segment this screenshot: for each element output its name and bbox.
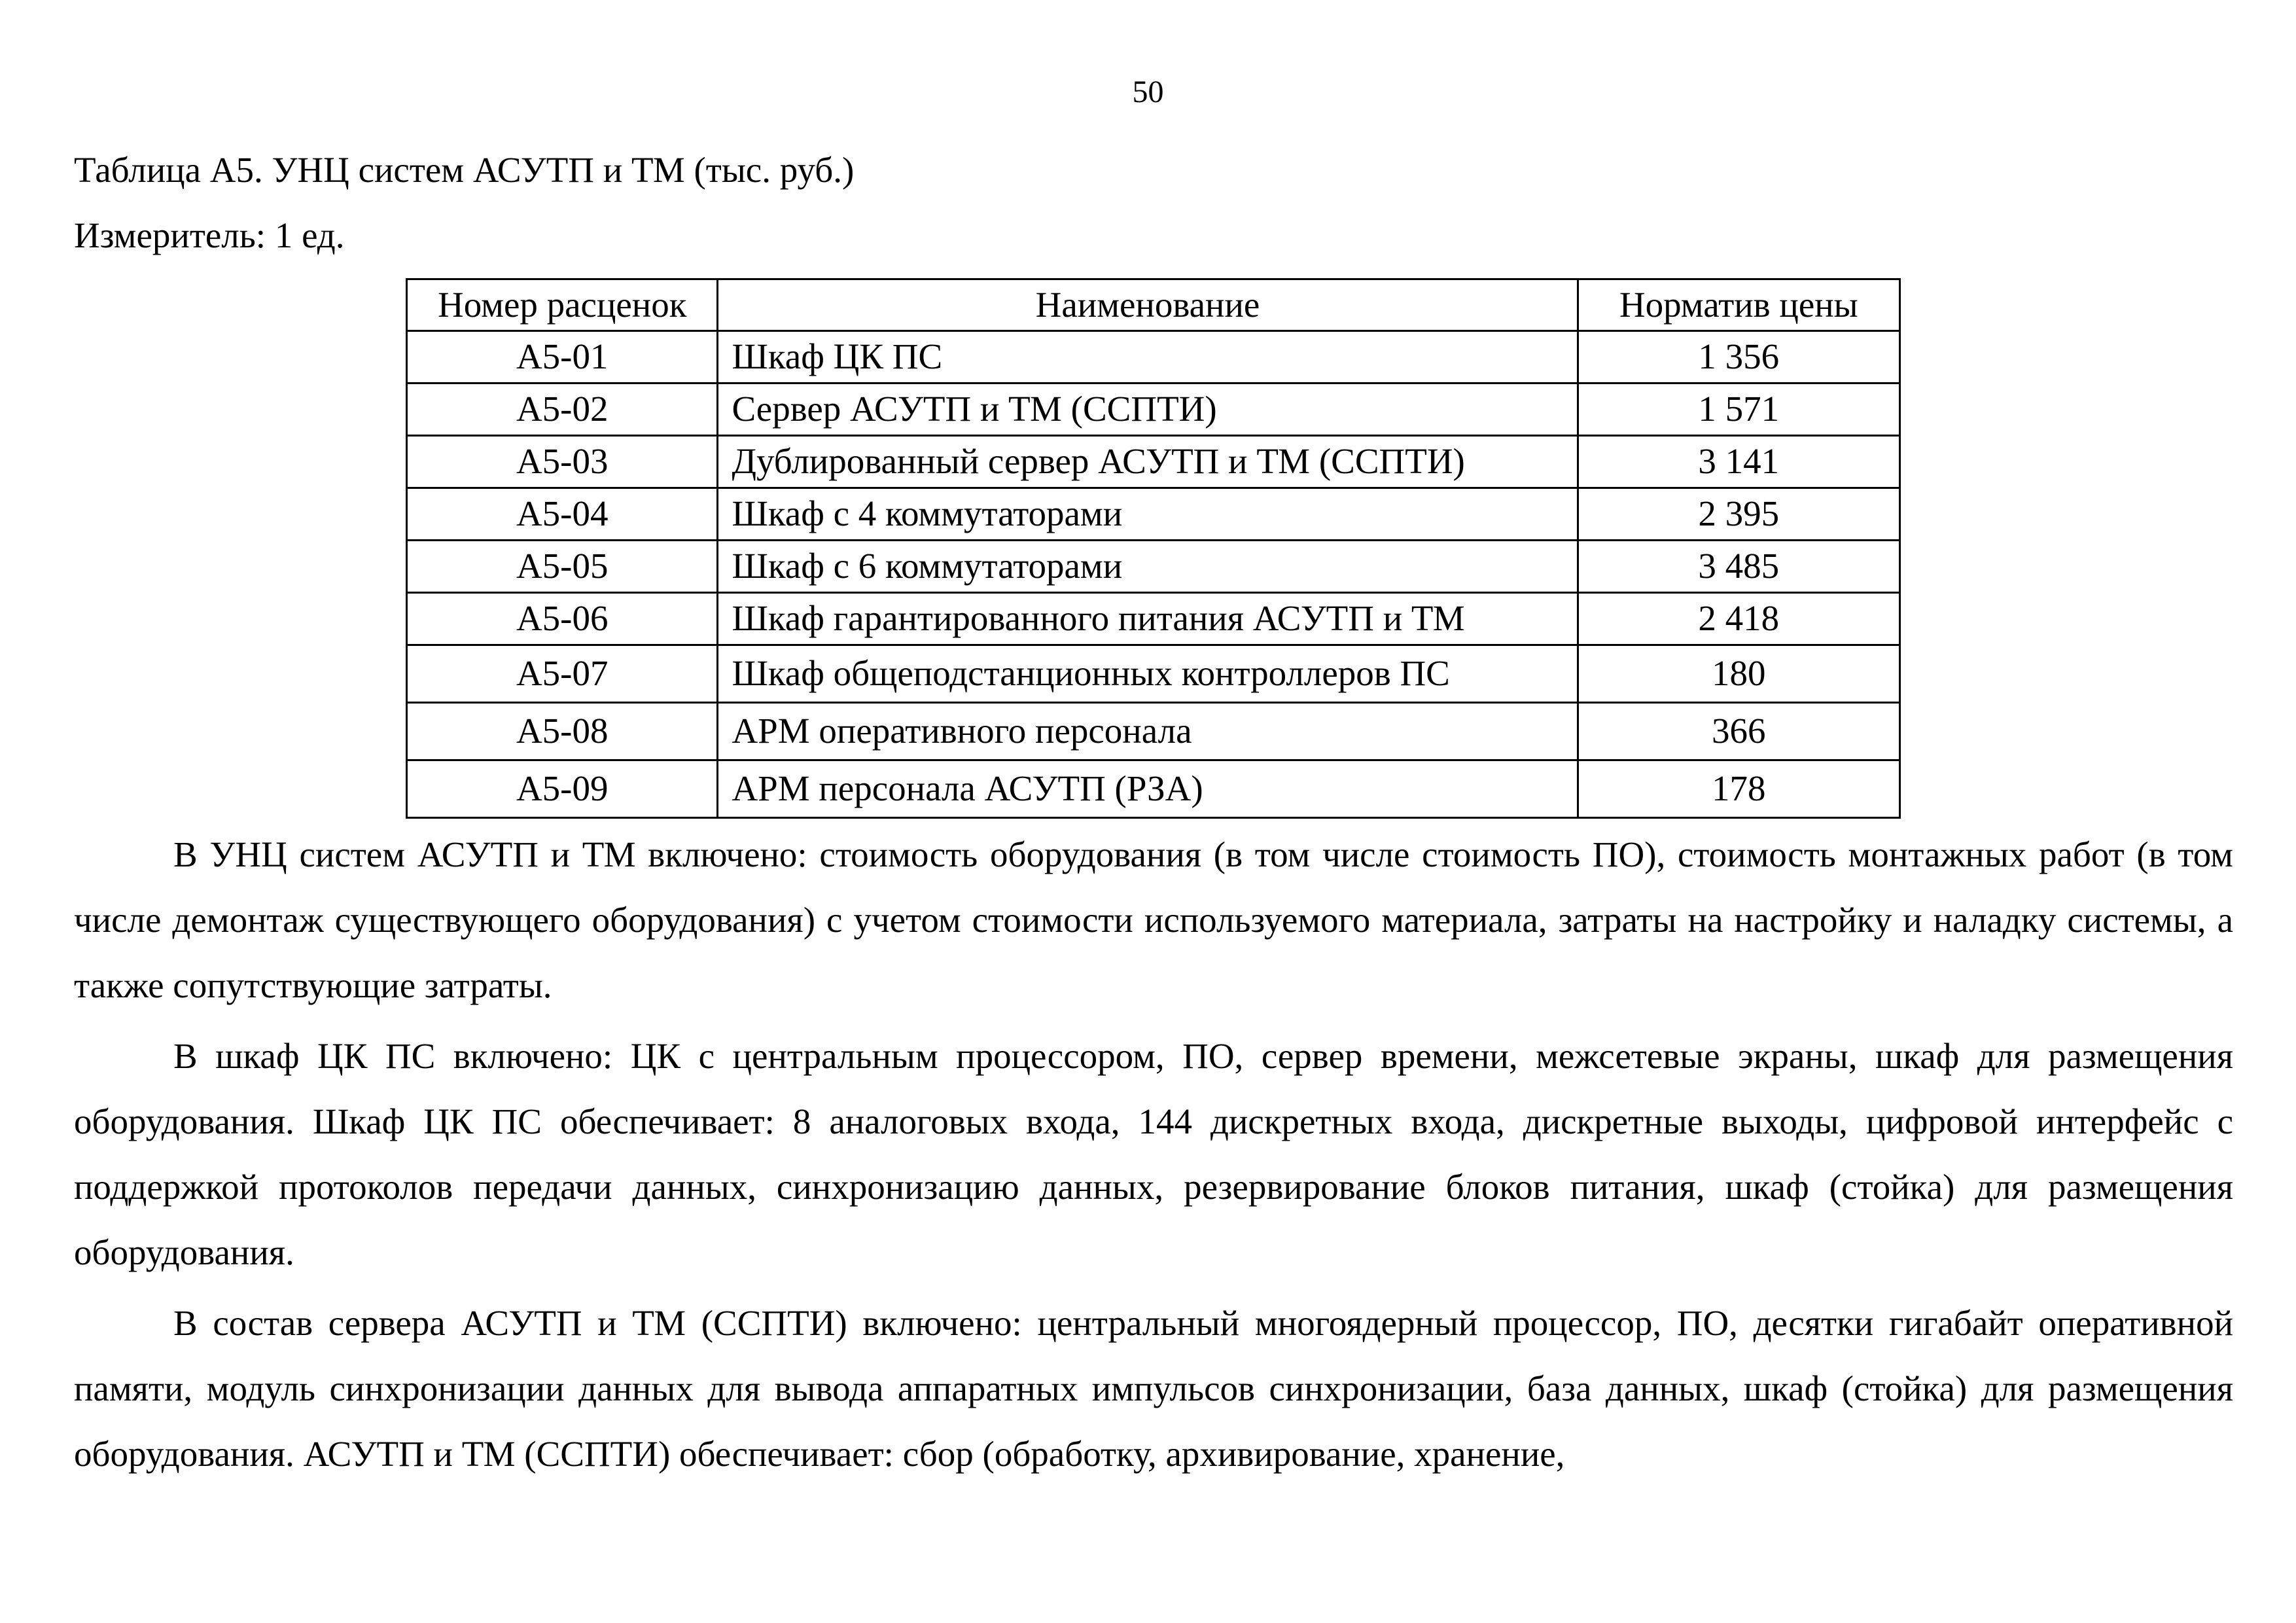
row-price: 178 xyxy=(1578,760,1899,818)
table-row xyxy=(407,488,1900,541)
row-name: Шкаф с 4 коммутаторами xyxy=(718,488,1578,541)
paragraph-ck-cabinet: В шкаф ЦК ПС включено: ЦК с центральным процессором, ПО, сервер времени, межсетевые экраны, шкаф для размещения оборудования. Шкаф ЦК ПС обеспечивает: 8 аналоговых входа, 144 дискретных входа, дискретные выходы, цифровой интерфейс с поддержкой протоколов передачи данных, синхронизацию данных, резервирование блоков питания, шкаф (стойка) для размещения оборудования. xyxy=(74,1036,2233,1272)
row-code: А5-04 xyxy=(407,488,718,541)
row-price: 366 xyxy=(1578,703,1899,760)
row-price: 3 141 xyxy=(1578,436,1899,488)
row-price: 2 418 xyxy=(1578,593,1899,645)
table-row xyxy=(407,331,1900,383)
row-price: 2 395 xyxy=(1578,488,1899,541)
header-name: Наименование xyxy=(718,279,1578,331)
row-price: 180 xyxy=(1578,645,1899,703)
row-name: Шкаф общеподстанционных контроллеров ПС xyxy=(718,645,1578,703)
table-row xyxy=(407,645,1900,703)
row-code: А5-09 xyxy=(407,760,718,818)
row-code: А5-06 xyxy=(407,593,718,645)
paragraph-included: В УНЦ систем АСУТП и ТМ включено: стоимость оборудования (в том числе стоимость ПО), стоимость монтажных работ (в том числе демонтаж существующего оборудования) с учетом стоимости используемого материала, затраты на настройку и наладку системы, а также сопутствующие затраты. xyxy=(74,834,2233,1005)
row-name: Шкаф с 6 коммутаторами xyxy=(718,541,1578,593)
table-header-row xyxy=(407,279,1900,331)
row-name: АРМ оперативного персонала xyxy=(718,703,1578,760)
row-code: А5-05 xyxy=(407,541,718,593)
page-number: 50 xyxy=(1132,75,1164,109)
row-code: А5-02 xyxy=(407,383,718,436)
row-name: Дублированный сервер АСУТП и ТМ (ССПТИ) xyxy=(718,436,1578,488)
row-code: А5-01 xyxy=(407,331,718,383)
body-text xyxy=(74,822,2233,1492)
row-name: АРМ персонала АСУТП (РЗА) xyxy=(718,760,1578,818)
table-row xyxy=(407,436,1900,488)
table-row xyxy=(407,760,1900,818)
row-price: 1 356 xyxy=(1578,331,1899,383)
paragraph-server: В состав сервера АСУТП и ТМ (ССПТИ) включено: центральный многоядерный процессор, ПО, десятки гигабайт оперативной памяти, модуль синхронизации данных для вывода аппаратных импульсов синхронизации, база данных, шкаф (стойка) для размещения оборудования. АСУТП и ТМ (ССПТИ) обеспечивает: сбор (обработку, архивирование, хранение, xyxy=(74,1303,2233,1474)
header-price: Норматив цены xyxy=(1578,279,1899,331)
row-name: Шкаф ЦК ПС xyxy=(718,331,1578,383)
row-code: А5-07 xyxy=(407,645,718,703)
header-code: Номер расценок xyxy=(407,279,718,331)
table-title: Таблица А5. УНЦ систем АСУТП и ТМ (тыс. руб.) xyxy=(74,150,855,190)
table-row xyxy=(407,383,1900,436)
table-row xyxy=(407,593,1900,645)
table-row xyxy=(407,541,1900,593)
row-code: А5-03 xyxy=(407,436,718,488)
row-name: Шкаф гарантированного питания АСУТП и ТМ xyxy=(718,593,1578,645)
row-price: 1 571 xyxy=(1578,383,1899,436)
table-row xyxy=(407,703,1900,760)
row-price: 3 485 xyxy=(1578,541,1899,593)
row-name: Сервер АСУТП и ТМ (ССПТИ) xyxy=(718,383,1578,436)
price-table xyxy=(406,278,1901,819)
table-unit: Измеритель: 1 ед. xyxy=(74,215,345,255)
row-code: А5-08 xyxy=(407,703,718,760)
